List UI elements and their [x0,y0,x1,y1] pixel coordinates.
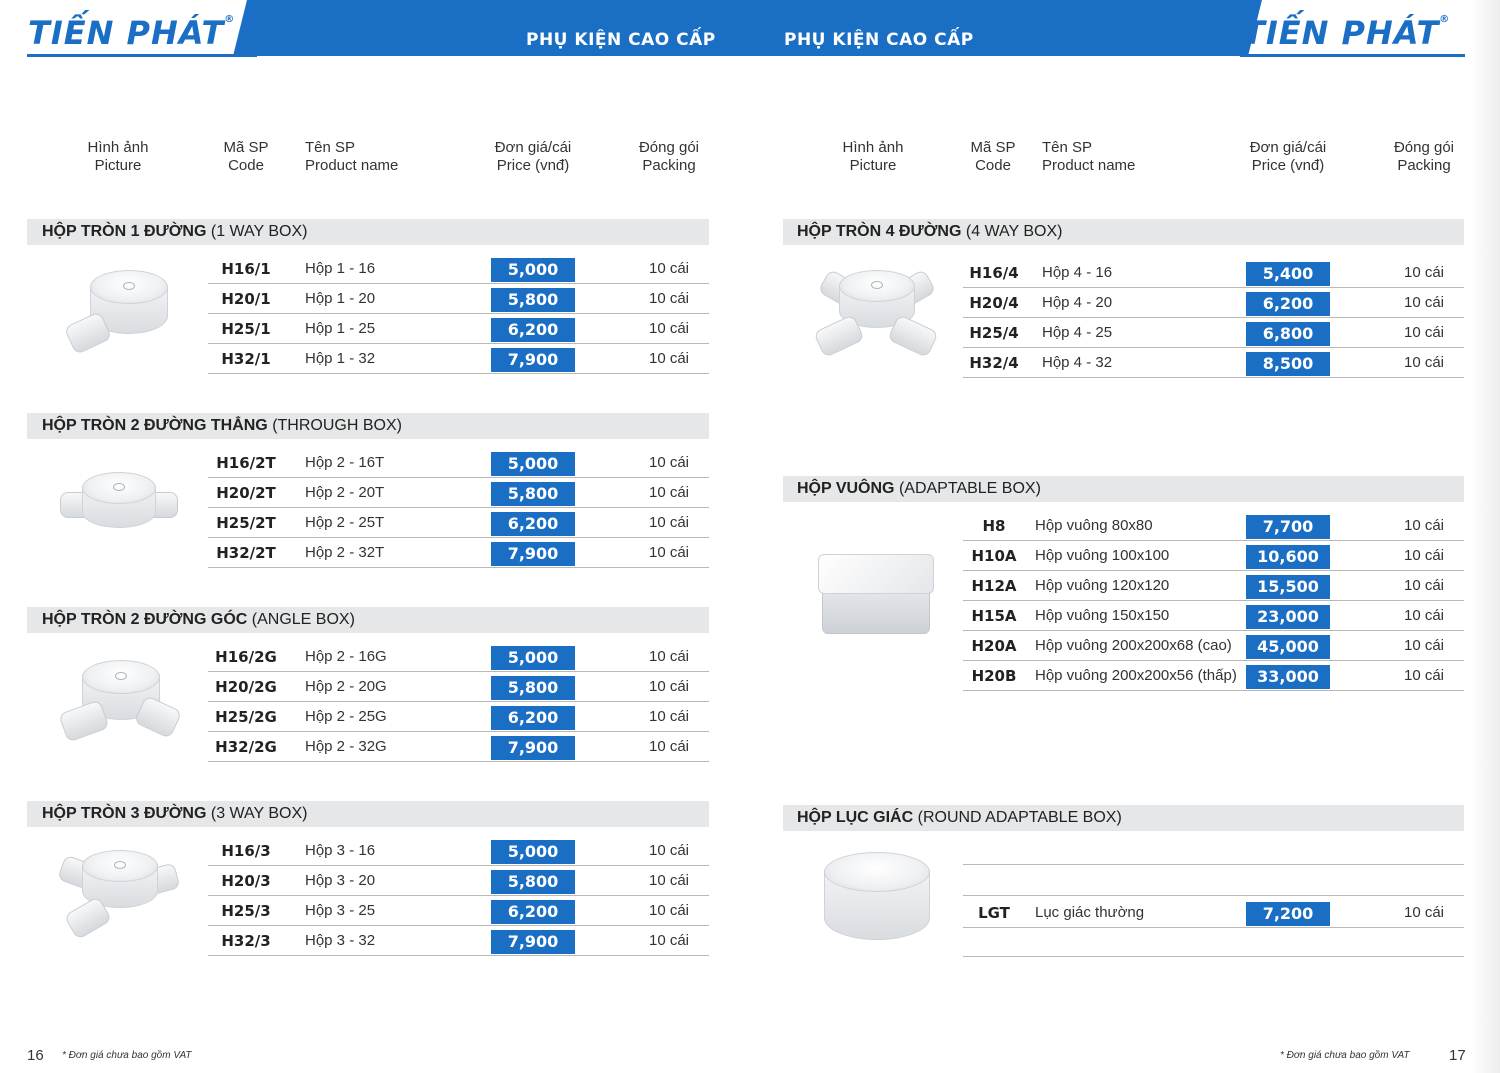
product-name: Hộp 4 - 16 [1042,264,1113,281]
packing: 10 cái [648,260,690,277]
price-badge: 6,200 [491,900,575,924]
packing: 10 cái [1403,354,1445,371]
packing: 10 cái [648,902,690,919]
price-badge: 6,200 [1246,292,1330,316]
section-title: HỘP TRÒN 1 ĐƯỜNG (1 WAY BOX) [42,223,308,240]
table-row [208,672,709,702]
price-badge: 7,900 [491,930,575,954]
packing: 10 cái [1403,607,1445,624]
section-title: HỘP TRÒN 2 ĐƯỜNG THẲNG (THROUGH BOX) [42,417,402,434]
product-code: H20/2T [216,484,276,502]
table-row [208,448,709,478]
round-adaptable-box-image [818,850,936,944]
product-code: H25/2G [215,708,277,726]
product-code: H32/1 [221,350,271,368]
product-code: H20/4 [969,294,1019,312]
product-name: Hộp 3 - 16 [305,842,376,859]
product-code: H16/2T [216,454,276,472]
row-divider [963,956,1464,957]
table-row [963,661,1464,691]
page-number-right: 17 [1449,1047,1466,1064]
product-name: Hộp vuông 80x80 [1035,517,1153,534]
packing: 10 cái [1403,264,1445,281]
product-code: H20/3 [221,872,271,890]
price-badge: 45,000 [1246,635,1330,659]
product-name: Hộp 1 - 20 [305,290,376,307]
table-row [208,642,709,672]
section-title: HỘP TRÒN 4 ĐƯỜNG (4 WAY BOX) [797,223,1063,240]
product-code: H10A [971,547,1017,565]
section-title: HỘP TRÒN 3 ĐƯỜNG (3 WAY BOX) [42,805,308,822]
col-header-packing: Đóng gói Packing [638,139,700,174]
price-badge: 6,200 [491,706,575,730]
table-row [208,344,709,374]
table-row [963,541,1464,571]
price-badge: 5,000 [491,646,575,670]
product-name: Hộp vuông 150x150 [1035,607,1170,624]
price-badge: 5,000 [491,452,575,476]
packing: 10 cái [648,648,690,665]
product-name: Hộp 2 - 32T [305,544,385,561]
product-code: H20/1 [221,290,271,308]
junction-box-angle-image [60,656,180,746]
packing: 10 cái [1403,294,1445,311]
product-code: H8 [982,517,1006,535]
product-code: H25/4 [969,324,1019,342]
price-badge: 8,500 [1246,352,1330,376]
col-header-name: Tên SP Product name [305,139,399,174]
table-row [208,896,709,926]
col-header-picture: Hình ảnh Picture [842,139,904,174]
price-badge: 7,900 [491,542,575,566]
product-name: Hộp 3 - 25 [305,902,376,919]
product-name: Hộp 1 - 32 [305,350,376,367]
packing: 10 cái [1403,637,1445,654]
price-badge: 6,200 [491,318,575,342]
product-code: H16/3 [221,842,271,860]
table-row [208,732,709,762]
brand-logo-left: TIẾN PHÁT® [28,14,236,52]
page-number-left: 16 [27,1047,44,1064]
product-code: H16/1 [221,260,271,278]
page-header [0,0,1500,60]
price-badge: 5,000 [491,840,575,864]
row-divider [963,895,1464,896]
packing: 10 cái [648,708,690,725]
product-name: Hộp 2 - 16G [305,648,387,665]
product-code: H20/2G [215,678,277,696]
square-adaptable-box-image [814,550,938,644]
product-name: Hộp 2 - 20G [305,678,387,695]
col-header-price: Đơn giá/cái Price (vnđ) [494,139,572,174]
price-badge: 5,000 [491,258,575,282]
table-row [963,898,1464,928]
table-row [963,511,1464,541]
packing: 10 cái [1403,517,1445,534]
junction-box-1-way-image [62,266,177,356]
table-row [963,631,1464,661]
page-edge-shadow [1470,0,1500,1073]
price-badge: 7,200 [1246,902,1330,926]
packing: 10 cái [648,320,690,337]
junction-box-4-way-image [815,268,937,360]
section-title: HỘP VUÔNG (ADAPTABLE BOX) [797,480,1041,497]
table-row [208,836,709,866]
product-name: Hộp 2 - 20T [305,484,385,501]
col-header-packing: Đóng gói Packing [1393,139,1455,174]
table-row [963,258,1464,288]
product-code: H16/4 [969,264,1019,282]
packing: 10 cái [648,514,690,531]
header-title-left: PHỤ KIỆN CAO CẤP [526,30,716,50]
header-title-right: PHỤ KIỆN CAO CẤP [784,30,974,50]
product-code: H32/2G [215,738,277,756]
col-header-code: Mã SP Code [223,139,269,174]
price-badge: 7,900 [491,736,575,760]
table-row [963,571,1464,601]
product-code: H25/3 [221,902,271,920]
product-name: Hộp 3 - 32 [305,932,376,949]
price-badge: 7,900 [491,348,575,372]
product-name: Hộp 2 - 16T [305,454,385,471]
col-header-code: Mã SP Code [970,139,1016,174]
price-badge: 5,400 [1246,262,1330,286]
price-badge: 10,600 [1246,545,1330,569]
packing: 10 cái [648,544,690,561]
product-code: H32/4 [969,354,1019,372]
junction-box-3-way-image [58,848,180,940]
table-row [208,314,709,344]
product-name: Hộp 4 - 25 [1042,324,1113,341]
product-code: H25/2T [216,514,276,532]
product-name: Hộp vuông 100x100 [1035,547,1170,564]
packing: 10 cái [648,350,690,367]
packing: 10 cái [648,454,690,471]
product-name: Hộp 2 - 25T [305,514,385,531]
table-row [208,284,709,314]
table-row [208,926,709,956]
packing: 10 cái [648,842,690,859]
price-badge: 5,800 [491,288,575,312]
price-badge: 5,800 [491,482,575,506]
price-badge: 6,800 [1246,322,1330,346]
header-rule-right [1240,54,1465,57]
junction-box-through-image [58,470,180,540]
table-row [208,702,709,732]
product-code: H16/2G [215,648,277,666]
table-row [963,318,1464,348]
product-name: Lục giác thường [1035,904,1145,921]
table-row [208,538,709,568]
section-title: HỘP TRÒN 2 ĐƯỜNG GÓC (ANGLE BOX) [42,611,355,628]
packing: 10 cái [648,932,690,949]
product-name: Hộp 4 - 32 [1042,354,1113,371]
packing: 10 cái [1403,324,1445,341]
table-row [208,478,709,508]
product-name: Hộp 1 - 25 [305,320,376,337]
product-name: Hộp 2 - 25G [305,708,387,725]
product-code: H32/2T [216,544,276,562]
product-name: Hộp vuông 120x120 [1035,577,1170,594]
packing: 10 cái [648,872,690,889]
price-badge: 33,000 [1246,665,1330,689]
product-code: H20B [971,667,1017,685]
product-code: LGT [978,904,1010,922]
col-header-picture: Hình ảnh Picture [87,139,149,174]
col-header-price: Đơn giá/cái Price (vnđ) [1249,139,1327,174]
col-header-name: Tên SP Product name [1042,139,1136,174]
section-title: HỘP LỤC GIÁC (ROUND ADAPTABLE BOX) [797,809,1122,826]
header-rule-left [27,54,257,57]
table-row [963,601,1464,631]
table-row [208,254,709,284]
vat-footnote-right: * Đơn giá chưa bao gồm VAT [1280,1050,1410,1061]
packing: 10 cái [648,738,690,755]
price-badge: 7,700 [1246,515,1330,539]
packing: 10 cái [648,290,690,307]
packing: 10 cái [1403,547,1445,564]
table-row [963,288,1464,318]
price-badge: 15,500 [1246,575,1330,599]
packing: 10 cái [648,484,690,501]
product-name: Hộp vuông 200x200x56 (thấp) [1035,667,1237,684]
product-name: Hộp 2 - 32G [305,738,387,755]
product-code: H20A [971,637,1017,655]
product-name: Hộp 3 - 20 [305,872,376,889]
product-name: Hộp 1 - 16 [305,260,376,277]
product-code: H12A [971,577,1017,595]
price-badge: 5,800 [491,676,575,700]
price-badge: 6,200 [491,512,575,536]
table-row [208,508,709,538]
brand-logo-right: TIẾN PHÁT® [1243,14,1451,52]
table-row [963,348,1464,378]
product-name: Hộp vuông 200x200x68 (cao) [1035,637,1232,654]
packing: 10 cái [1403,667,1445,684]
product-code: H32/3 [221,932,271,950]
table-row [208,866,709,896]
packing: 10 cái [648,678,690,695]
product-name: Hộp 4 - 20 [1042,294,1113,311]
row-divider [963,864,1464,865]
product-code: H25/1 [221,320,271,338]
product-code: H15A [971,607,1017,625]
vat-footnote-left: * Đơn giá chưa bao gồm VAT [62,1050,192,1061]
price-badge: 5,800 [491,870,575,894]
price-badge: 23,000 [1246,605,1330,629]
packing: 10 cái [1403,577,1445,594]
packing: 10 cái [1403,904,1445,921]
